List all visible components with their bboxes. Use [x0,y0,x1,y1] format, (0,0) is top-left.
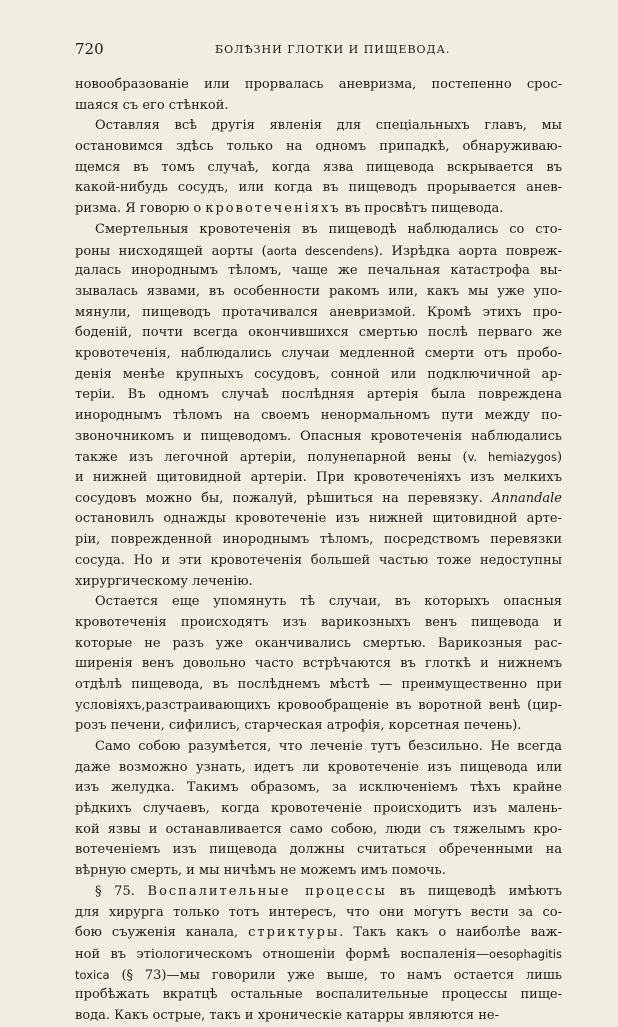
text-line [75,696,562,717]
text-line [75,365,562,386]
text-line [75,675,562,696]
text-line [75,572,562,593]
text-segment: хирургическому леченію. [75,573,253,589]
text-segment: боденій, почти всегда окончившихся смертью послѣ перваго же [75,325,562,341]
text-line [75,613,562,634]
paragraph [75,75,562,116]
text-line [75,447,562,468]
text-segment: какой-нибудь сосудъ, или когда въ пищеводъ прорывается анев- [75,180,562,196]
text-segment: въ просвѣтъ пищевода. [340,201,504,217]
text-line [75,220,562,241]
text-line [75,965,562,986]
text-segment: . Такъ какъ о наиболѣе важ- [339,925,562,941]
text-line [75,882,562,903]
text-segment: также изъ легочной артеріи, полунепарной вены ( [75,450,468,466]
text-line [75,323,562,344]
text-segment: кровотеченія происходятъ изъ варикозныхъ венъ пищевода и [75,614,562,630]
text-line [75,923,562,944]
text-line [75,840,562,861]
text-line [75,737,562,758]
text-line [75,241,562,262]
text-segment: (§ 73)—мы говорили уже выше, то намъ остается лишь [109,967,562,983]
text-segment: инороднымъ тѣломъ на своемъ ненормальномъ пути между по- [75,408,562,423]
text-segment: роны нисходящей аорты ( [75,243,267,259]
text-segment: розъ печени, сифилисъ, старческая атрофія, корсетная печень). [75,718,522,734]
text-line [75,592,562,613]
text-segment: вода. Какъ острые, такъ и хроническіе катарры являются не- [75,1007,499,1023]
emphasized-term: Воспалительные процессы [147,883,387,899]
paragraph [75,220,562,592]
running-head [75,40,555,60]
paragraph [75,737,562,882]
text-line [75,716,562,737]
text-line [75,654,562,675]
text-line [75,199,562,220]
text-segment: Смертельныя кровотеченія въ пищеводѣ наблюдались со сто- [95,221,562,237]
text-line [75,406,562,427]
text-segment: звоночникомъ и пищеводомъ. Опасныя кровотеченія наблюдались [75,428,562,444]
text-segment: изъ желудка. Такимъ образомъ, за исключеніемъ тѣхъ крайне [75,780,562,796]
text-segment: вотеченіемъ изъ пищевода должны считаться обреченными на [75,842,562,858]
text-segment: которые не разъ уже оканчивались смертью. Варикозныя рас- [75,635,562,651]
text-line [75,820,562,841]
text-segment: новообразованіе или прорвалась аневризма, постепенно срос- [75,77,562,92]
text-line [75,985,562,1006]
text-segment: ширенія венъ довольно часто встрѣчаются въ глоткѣ и нижнемъ [75,656,562,672]
body-text [75,75,562,1027]
text-line [75,344,562,365]
text-segment: условіяхъ,разстраивающихъ кровообращеніе въ воротной венѣ (цир- [75,697,562,713]
text-line [75,178,562,199]
emphasized-term: стриктуры [248,925,340,941]
text-line [75,385,562,406]
latin-term: aorta descendens [266,243,374,258]
text-segment: щемся въ томъ случаѣ, когда язва пищевода вскрывается въ [75,159,562,175]
latin-term: v. hemiazygos [467,450,557,465]
text-segment: бою съуженія канала, [75,925,249,941]
text-line [75,861,562,882]
text-segment: шаяся съ его стѣнкой. [75,97,229,113]
text-segment: ризма. Я говорю о [75,201,206,217]
text-segment: рѣдкихъ случаевъ, когда кровотеченіе происходитъ изъ малень- [75,801,562,817]
text-segment: Остается еще упомянуть тѣ случаи, въ которыхъ опасныя [95,594,562,610]
text-segment: остановилъ однажды кровотеченіе изъ нижней щитовидной арте- [75,511,562,527]
text-line [75,282,562,303]
text-segment: кровотеченія, наблюдались случаи медленной смерти отъ пробо- [75,345,562,361]
emphasized-term: кровотеченіяхъ [205,201,341,217]
text-line [75,530,562,551]
paragraph [75,592,562,737]
latin-term: toxica [75,967,110,982]
text-segment: денія менѣе крупныхъ сосудовъ, сонной или подключичной ар- [75,366,562,382]
text-line [75,551,562,572]
text-segment: ріи, поврежденной инороднымъ тѣломъ, посредствомъ перевязки [75,532,562,548]
text-segment: далась инороднымъ тѣломъ, чаще же печальная катастрофа вы- [75,263,562,279]
text-line [75,75,562,96]
text-segment: вѣрную смерть, и мы ничѣмъ не можемъ имъ помочь. [75,863,446,879]
text-segment: Само собою разумѣется, что леченіе тутъ безсильно. Не всегда [95,739,562,754]
text-segment: сосуда. Но и эти кровотеченія большей частью тоже недоступны [75,552,562,568]
text-line [75,261,562,282]
text-line [75,1006,562,1027]
paragraph [75,882,562,1027]
text-line [75,427,562,448]
text-segment: зывалась язвами, въ особенности ракомъ или, какъ мы уже упо- [75,283,562,299]
page-number: 720 [75,40,104,58]
text-segment: кой язвы и останавливается само собою, люди съ тяжелымъ кро- [75,821,562,837]
text-line [75,116,562,137]
text-line [75,509,562,530]
text-segment: остановимся здѣсь только на одномъ припадкѣ, обнаруживаю- [75,139,562,155]
running-head-title: БОЛѢЗНИ ГЛОТКИ И ПИЩЕВОДА. [215,43,451,56]
text-line [75,778,562,799]
text-segment: и нижней щитовидной артеріи. При кровотеченіяхъ изъ мелкихъ [75,470,562,486]
text-line [75,137,562,158]
text-segment: пробѣжать вкратцѣ остальные воспалительные процессы пище- [75,987,562,1003]
text-line [75,758,562,779]
text-line [75,489,562,510]
text-segment: для хирурга только тотъ интересъ, что они могутъ вести за со- [75,904,562,920]
text-line [75,944,562,965]
paragraph [75,116,562,219]
text-segment: отдѣлѣ пищевода, въ послѣднемъ мѣстѣ — преимущественно при [75,676,562,692]
text-segment: ) [556,450,563,466]
text-line [75,303,562,324]
text-line [75,468,562,489]
text-segment: ). Изрѣдка аорта повреж- [373,243,563,259]
latin-term: oesophagitis [489,946,562,961]
text-line [75,158,562,179]
text-line [75,96,562,117]
text-segment: Оставляя всѣ другія явленія для спеціальныхъ главъ, мы [95,118,562,134]
text-line [75,799,562,820]
author-name: Annandale [491,490,562,506]
text-segment: ной въ этіологическомъ отношеніи формѣ воспаленія— [75,946,490,962]
text-line [75,634,562,655]
text-segment: сосудовъ можно бы, пожалуй, рѣшиться на перевязку. [75,490,492,506]
text-segment: въ пищеводѣ имѣютъ [386,883,562,899]
text-segment: теріи. Въ одномъ случаѣ послѣдняя артерія была повреждена [75,387,562,403]
text-segment: § 75. [95,883,148,899]
text-line [75,903,562,924]
text-segment: мянули, пищеводъ протачивался аневризмой. Кромѣ этихъ про- [75,304,562,320]
text-segment: даже возможно узнать, идетъ ли кровотеченіе изъ пищевода или [75,759,562,775]
